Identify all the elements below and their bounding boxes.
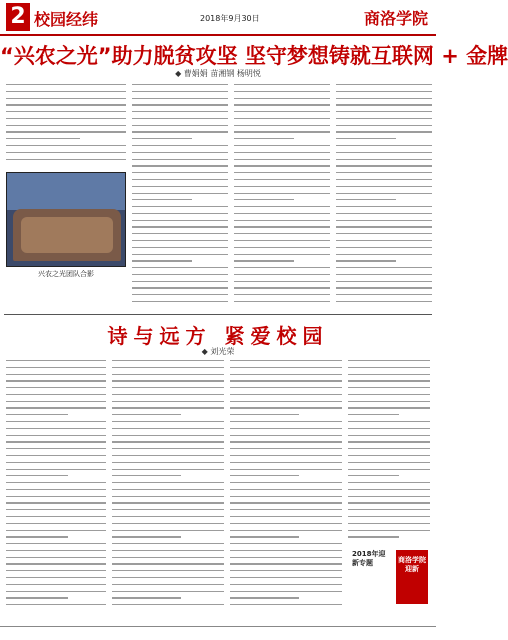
text-line: [132, 131, 228, 132]
text-line: [112, 509, 224, 510]
text-line: [6, 462, 106, 463]
text-line: [132, 125, 228, 126]
text-line: [230, 475, 299, 476]
text-line: [336, 159, 432, 160]
photo-group-front: [21, 217, 113, 253]
text-line: [336, 199, 396, 200]
text-block: [112, 360, 224, 611]
text-line: [348, 462, 430, 463]
text-line: [6, 131, 126, 132]
text-line: [336, 131, 432, 132]
lead-column-4: [336, 84, 432, 312]
text-line: [132, 84, 228, 85]
text-line: [132, 98, 228, 99]
text-line: [336, 254, 432, 255]
text-line: [234, 125, 330, 126]
text-line: [234, 91, 330, 92]
text-line: [6, 360, 106, 361]
text-line: [112, 502, 224, 503]
text-line: [112, 428, 224, 429]
text-line: [230, 550, 342, 551]
text-line: [336, 226, 432, 227]
text-line: [132, 240, 228, 241]
text-line: [132, 152, 228, 153]
text-line: [348, 489, 430, 490]
text-line: [230, 394, 342, 395]
text-line: [348, 414, 399, 415]
text-line: [234, 287, 330, 288]
text-line: [112, 584, 224, 585]
text-line: [6, 414, 68, 415]
text-line: [348, 428, 430, 429]
text-line: [6, 570, 106, 571]
text-line: [6, 489, 106, 490]
text-line: [132, 274, 228, 275]
text-line: [132, 118, 228, 119]
text-line: [6, 591, 106, 592]
text-line: [6, 394, 106, 395]
text-line: [234, 98, 330, 99]
text-line: [234, 145, 330, 146]
page-number: 2: [6, 3, 30, 31]
text-line: [132, 179, 228, 180]
text-line: [112, 387, 224, 388]
text-line: [112, 591, 224, 592]
text-line: [348, 435, 430, 436]
lead-column-2: [132, 84, 228, 312]
text-line: [230, 448, 342, 449]
text-line: [336, 267, 432, 268]
text-line: [234, 186, 330, 187]
text-line: [336, 172, 432, 173]
text-line: [6, 597, 68, 598]
text-line: [336, 118, 432, 119]
text-line: [230, 563, 342, 564]
text-line: [112, 550, 224, 551]
text-line: [112, 455, 224, 456]
text-line: [6, 482, 106, 483]
text-line: [336, 91, 432, 92]
text-line: [230, 557, 342, 558]
text-line: [132, 213, 228, 214]
text-line: [132, 260, 192, 261]
text-line: [230, 597, 299, 598]
text-line: [132, 233, 228, 234]
text-line: [6, 516, 106, 517]
text-line: [230, 360, 342, 361]
text-line: [230, 387, 342, 388]
text-line: [230, 435, 342, 436]
text-line: [132, 247, 228, 248]
text-line: [6, 138, 80, 139]
text-line: [336, 247, 432, 248]
text-line: [234, 111, 330, 112]
text-line: [230, 489, 342, 490]
text-line: [132, 281, 228, 282]
text-block: [6, 84, 126, 165]
text-line: [112, 543, 224, 544]
text-line: [234, 274, 330, 275]
advert-text: 2018年迎新专题: [352, 550, 386, 567]
text-line: [6, 509, 106, 510]
text-line: [234, 301, 330, 302]
text-line: [348, 530, 430, 531]
text-line: [132, 294, 228, 295]
text-line: [132, 91, 228, 92]
text-line: [6, 523, 106, 524]
text-line: [132, 165, 228, 166]
text-line: [230, 380, 342, 381]
text-line: [112, 482, 224, 483]
text-line: [132, 226, 228, 227]
text-line: [348, 455, 430, 456]
text-block: [230, 360, 342, 611]
text-line: [336, 233, 432, 234]
text-line: [230, 523, 342, 524]
text-line: [234, 247, 330, 248]
text-line: [234, 118, 330, 119]
text-line: [132, 267, 228, 268]
text-line: [234, 240, 330, 241]
text-line: [132, 254, 228, 255]
text-line: [230, 584, 342, 585]
text-line: [336, 240, 432, 241]
text-line: [348, 387, 430, 388]
text-line: [348, 502, 430, 503]
text-line: [230, 530, 342, 531]
text-line: [112, 597, 181, 598]
text-line: [112, 462, 224, 463]
text-line: [336, 104, 432, 105]
text-line: [336, 281, 432, 282]
text-line: [112, 516, 224, 517]
text-line: [6, 98, 126, 99]
text-line: [230, 482, 342, 483]
text-line: [230, 367, 342, 368]
text-line: [6, 159, 126, 160]
text-line: [112, 523, 224, 524]
lead-headline: “兴农之光”助力脱贫攻坚 坚守梦想铸就互联网 + 金牌: [0, 44, 508, 68]
text-block: [348, 360, 430, 543]
text-line: [112, 604, 224, 605]
text-line: [336, 193, 432, 194]
issue-date: 2018年9月30日: [200, 14, 260, 23]
text-line: [230, 441, 342, 442]
text-line: [230, 455, 342, 456]
text-line: [234, 267, 330, 268]
text-line: [132, 301, 228, 302]
text-line: [348, 523, 430, 524]
text-line: [6, 550, 106, 551]
lead-column-1: [6, 84, 126, 170]
text-line: [6, 563, 106, 564]
text-line: [336, 206, 432, 207]
text-line: [234, 233, 330, 234]
text-line: [6, 496, 106, 497]
advert-badge: 商洛学院迎新: [396, 550, 428, 604]
text-line: [348, 509, 430, 510]
team-photo: [6, 172, 126, 267]
text-line: [230, 604, 342, 605]
text-line: [234, 199, 294, 200]
text-line: [230, 462, 342, 463]
text-line: [6, 387, 106, 388]
text-line: [132, 104, 228, 105]
text-line: [6, 536, 68, 537]
text-line: [234, 172, 330, 173]
text-line: [234, 159, 330, 160]
text-line: [336, 152, 432, 153]
text-line: [6, 475, 68, 476]
text-line: [230, 421, 342, 422]
text-line: [230, 577, 342, 578]
text-line: [348, 401, 430, 402]
text-line: [112, 563, 224, 564]
text-line: [234, 281, 330, 282]
text-line: [6, 604, 106, 605]
text-line: [6, 407, 106, 408]
text-line: [112, 407, 224, 408]
text-line: [348, 407, 430, 408]
text-line: [112, 577, 224, 578]
text-line: [230, 414, 299, 415]
text-line: [234, 220, 330, 221]
text-line: [230, 407, 342, 408]
text-line: [6, 469, 106, 470]
text-line: [336, 301, 432, 302]
text-line: [6, 543, 106, 544]
text-line: [230, 401, 342, 402]
text-line: [336, 138, 396, 139]
text-line: [112, 536, 181, 537]
feature-column-1: [6, 360, 106, 618]
lead-column-3: [234, 84, 330, 312]
text-line: [230, 543, 342, 544]
text-line: [112, 374, 224, 375]
feature-column-3: [230, 360, 342, 618]
text-line: [6, 441, 106, 442]
section-divider: [4, 314, 432, 315]
text-line: [348, 360, 430, 361]
feature-banner: 诗与远方 紧爱校园: [107, 324, 329, 348]
text-line: [6, 152, 126, 153]
text-line: [132, 206, 228, 207]
text-line: [132, 199, 192, 200]
text-line: [112, 489, 224, 490]
text-line: [6, 367, 106, 368]
text-line: [6, 84, 126, 85]
text-line: [112, 414, 181, 415]
text-line: [112, 570, 224, 571]
text-line: [348, 536, 399, 537]
text-line: [348, 482, 430, 483]
text-line: [6, 91, 126, 92]
text-line: [230, 496, 342, 497]
text-line: [230, 428, 342, 429]
text-line: [112, 421, 224, 422]
text-line: [230, 591, 342, 592]
text-line: [6, 584, 106, 585]
text-line: [234, 193, 330, 194]
text-line: [6, 125, 126, 126]
text-line: [348, 475, 399, 476]
text-line: [6, 380, 106, 381]
text-line: [6, 104, 126, 105]
text-line: [112, 401, 224, 402]
text-line: [348, 374, 430, 375]
text-line: [336, 213, 432, 214]
text-line: [230, 374, 342, 375]
text-line: [234, 131, 330, 132]
text-block: [132, 84, 228, 308]
text-line: [6, 374, 106, 375]
text-line: [336, 220, 432, 221]
paper-logo: 商洛学院: [363, 9, 428, 28]
text-line: [336, 111, 432, 112]
text-line: [336, 186, 432, 187]
text-block: [234, 84, 330, 308]
text-line: [348, 469, 430, 470]
text-line: [336, 84, 432, 85]
page-footer: [0, 626, 436, 640]
feature-column-2: [112, 360, 224, 618]
text-line: [348, 496, 430, 497]
text-line: [6, 557, 106, 558]
text-block: [336, 84, 432, 308]
text-line: [336, 294, 432, 295]
text-line: [112, 469, 224, 470]
text-line: [112, 360, 224, 361]
text-line: [6, 448, 106, 449]
text-line: [112, 394, 224, 395]
text-line: [132, 172, 228, 173]
text-line: [234, 206, 330, 207]
text-line: [336, 125, 432, 126]
section-title: 校园经纬: [34, 10, 99, 29]
text-line: [112, 530, 224, 531]
text-line: [348, 441, 430, 442]
text-line: [230, 509, 342, 510]
text-line: [112, 435, 224, 436]
text-line: [112, 496, 224, 497]
text-line: [6, 118, 126, 119]
text-line: [234, 179, 330, 180]
text-line: [6, 530, 106, 531]
text-line: [336, 287, 432, 288]
text-line: [234, 104, 330, 105]
advert-block: [352, 548, 428, 606]
text-line: [6, 435, 106, 436]
text-block: [6, 360, 106, 611]
lead-byline: ◆ 曹娟娟 苗湘钢 杨明悦: [175, 69, 261, 78]
text-line: [6, 145, 126, 146]
text-line: [112, 367, 224, 368]
text-line: [132, 111, 228, 112]
text-line: [112, 448, 224, 449]
text-line: [336, 274, 432, 275]
text-line: [336, 165, 432, 166]
text-line: [6, 502, 106, 503]
text-line: [112, 475, 181, 476]
text-line: [6, 577, 106, 578]
text-line: [234, 213, 330, 214]
text-line: [234, 84, 330, 85]
text-line: [132, 159, 228, 160]
text-line: [6, 401, 106, 402]
text-line: [132, 193, 228, 194]
text-line: [348, 448, 430, 449]
text-line: [348, 421, 430, 422]
text-line: [348, 380, 430, 381]
text-line: [234, 226, 330, 227]
text-line: [336, 145, 432, 146]
text-line: [230, 469, 342, 470]
text-line: [132, 145, 228, 146]
feature-column-4: [348, 360, 430, 544]
masthead: [0, 0, 436, 36]
photo-sky: [7, 173, 125, 210]
text-line: [6, 421, 106, 422]
text-line: [234, 294, 330, 295]
text-line: [348, 394, 430, 395]
text-line: [132, 287, 228, 288]
text-line: [348, 367, 430, 368]
text-line: [234, 138, 294, 139]
text-line: [336, 179, 432, 180]
text-line: [132, 138, 192, 139]
text-line: [6, 111, 126, 112]
text-line: [348, 516, 430, 517]
text-line: [336, 98, 432, 99]
text-line: [234, 165, 330, 166]
text-line: [234, 152, 330, 153]
text-line: [230, 570, 342, 571]
text-line: [230, 516, 342, 517]
text-line: [6, 455, 106, 456]
photo-caption: 兴农之光团队合影: [38, 270, 94, 278]
text-line: [132, 186, 228, 187]
text-line: [132, 220, 228, 221]
text-line: [112, 380, 224, 381]
text-line: [230, 502, 342, 503]
text-line: [336, 260, 396, 261]
text-line: [234, 254, 330, 255]
text-line: [112, 557, 224, 558]
text-line: [6, 428, 106, 429]
text-line: [234, 260, 294, 261]
text-line: [230, 536, 299, 537]
feature-byline: ◆ 刘光荣: [201, 347, 235, 356]
text-line: [112, 441, 224, 442]
